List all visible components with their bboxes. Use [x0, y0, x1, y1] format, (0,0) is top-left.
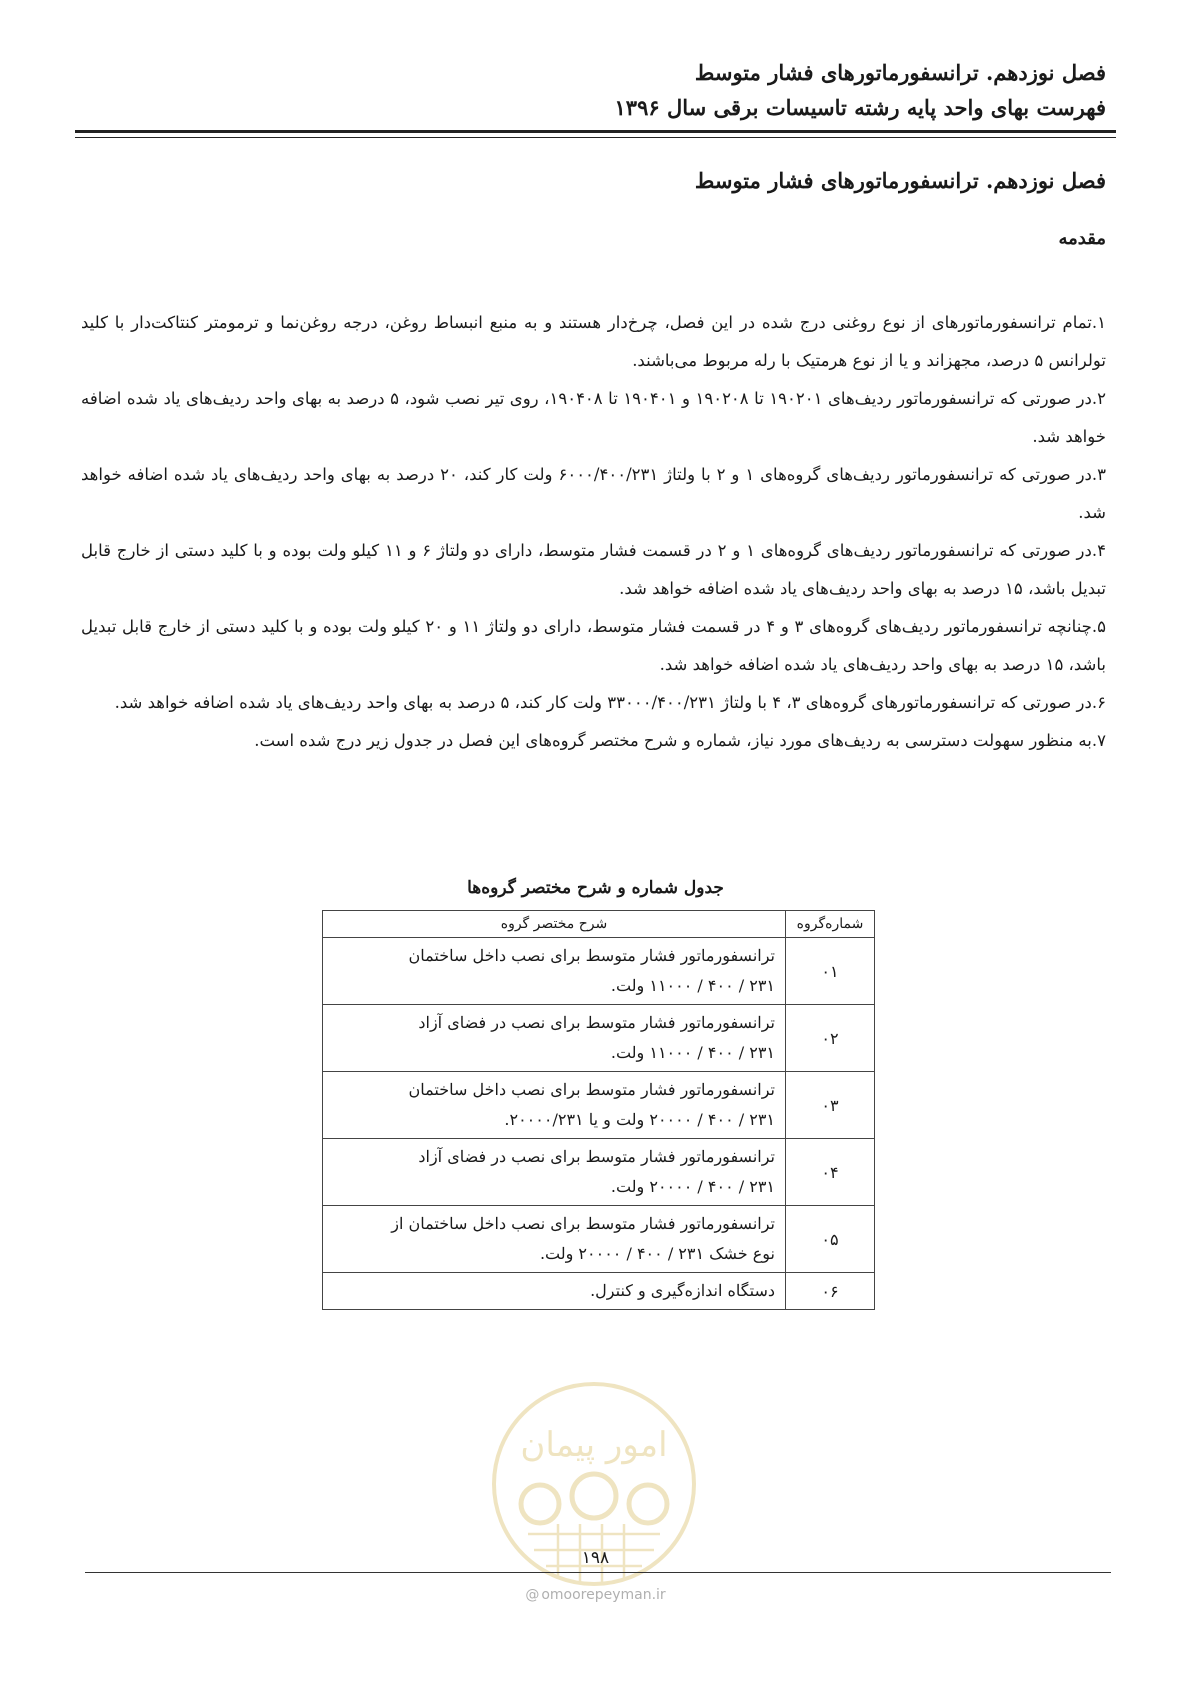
table-header-row — [323, 911, 875, 938]
website-footer — [0, 1587, 1191, 1603]
header-group-description: شرح مختصر گروه — [323, 911, 786, 938]
intro-paragraphs — [81, 304, 1106, 760]
running-header-title: فهرست بهای واحد پایه رشته تاسیسات برقی سال ۱۳۹۶ — [614, 95, 1106, 120]
table-row — [323, 1273, 875, 1310]
paragraph-5: ۵.چنانچه ترانسفورماتور ردیف‌های گروه‌های ۳ و ۴ در قسمت فشار متوسط، دارای دو ولتاژ ۱۱ و ۲۰ کیلو ولت بوده و با کلید دستی از خارج قابل تبدیل باشد، ۱۵ درصد به بهای واحد ردیف‌های یاد شده اضافه خواهد شد. — [81, 617, 1106, 674]
group-number: ۰۲ — [786, 1005, 875, 1072]
description-line: ۲۳۱ / ۴۰۰ / ۱۱۰۰۰ ولت. — [610, 976, 775, 995]
description-line: ترانسفورماتور فشار متوسط برای نصب در فضای آزاد — [418, 1147, 775, 1166]
header-group-number: شماره‌گروه — [786, 911, 875, 938]
page-number: ۱۹۸ — [581, 1548, 610, 1568]
description-line: ۲۳۱ / ۴۰۰ / ۱۱۰۰۰ ولت. — [610, 1043, 775, 1062]
group-number: ۰۶ — [786, 1273, 875, 1310]
group-number: ۰۱ — [786, 938, 875, 1005]
group-description — [323, 938, 786, 1005]
paragraph-2: ۲.در صورتی که ترانسفورماتور ردیف‌های ۱۹۰۲۰۱ تا ۱۹۰۲۰۸ و ۱۹۰۴۰۱ تا ۱۹۰۴۰۸، روی تیر نصب شود، ۵ درصد به بهای واحد ردیف‌های یاد شده اضافه خواهد شد. — [81, 389, 1107, 446]
group-description — [323, 1206, 786, 1273]
table-row — [323, 1005, 875, 1072]
description-line: دستگاه اندازه‌گیری و کنترل. — [590, 1281, 775, 1300]
table-row — [323, 938, 875, 1005]
footer-rule — [85, 1572, 1111, 1573]
paragraph-7: ۷.به منظور سهولت دسترسی به ردیف‌های مورد نیاز، شماره و شرح مختصر گروه‌های این فصل در جدول زیر درج شده است. — [254, 731, 1106, 750]
table-row — [323, 1206, 875, 1273]
chapter-title: فصل نوزدهم. ترانسفورماتورهای فشار متوسط — [694, 168, 1106, 193]
table-caption: جدول شماره و شرح مختصر گروه‌ها — [467, 878, 724, 898]
paragraph-3: ۳.در صورتی که ترانسفورماتور ردیف‌های گروه‌های ۱ و ۲ با ولتاژ ۶۰۰۰/۴۰۰/۲۳۱ ولت کار کند، ۲۰ درصد به بهای واحد ردیف‌های یاد شده اضافه خواهد شد. — [81, 465, 1107, 522]
paragraph-4: ۴.در صورتی که ترانسفورماتور ردیف‌های گروه‌های ۱ و ۲ در قسمت فشار متوسط، دارای دو ولتاژ ۶ و ۱۱ کیلو ولت بوده و با کلید دستی از خارج قابل تبدیل باشد، ۱۵ درصد به بهای واحد ردیف‌های یاد شده اضافه خواهد شد. — [81, 541, 1106, 598]
group-number: ۰۵ — [786, 1206, 875, 1273]
intro-heading: مقدمه — [1058, 228, 1106, 249]
description-line: نوع خشک ۲۳۱ / ۴۰۰ / ۲۰۰۰۰ ولت. — [539, 1244, 775, 1263]
group-number: ۰۳ — [786, 1072, 875, 1139]
description-line: ۲۳۱ / ۴۰۰ / ۲۰۰۰۰ ولت و یا ۲۰۰۰۰/۲۳۱. — [504, 1110, 775, 1129]
groups-table — [322, 910, 875, 1310]
table-row — [323, 1139, 875, 1206]
header-rule-thick — [75, 130, 1116, 133]
paragraph-6: ۶.در صورتی که ترانسفورماتورهای گروه‌های ۳، ۴ با ولتاژ ۳۳۰۰۰/۴۰۰/۲۳۱ ولت کار کند، ۵ درصد به بهای واحد ردیف‌های یاد شده اضافه خواهد شد. — [114, 693, 1106, 712]
description-line: ۲۳۱ / ۴۰۰ / ۲۰۰۰۰ ولت. — [610, 1177, 775, 1196]
description-line: ترانسفورماتور فشار متوسط برای نصب داخل ساختمان — [408, 946, 775, 965]
table-row — [323, 1072, 875, 1139]
group-description — [323, 1072, 786, 1139]
group-description — [323, 1139, 786, 1206]
description-line: ترانسفورماتور فشار متوسط برای نصب داخل ساختمان از — [391, 1214, 775, 1233]
description-line: ترانسفورماتور فشار متوسط برای نصب داخل ساختمان — [408, 1080, 775, 1099]
group-number: ۰۴ — [786, 1139, 875, 1206]
group-description — [323, 1273, 786, 1310]
at-icon: @ — [525, 1587, 540, 1603]
website-url: omoorepeyman.ir — [541, 1587, 666, 1603]
running-header-chapter: فصل نوزدهم. ترانسفورماتورهای فشار متوسط — [694, 60, 1106, 85]
watermark-text: امور پیمان — [520, 1425, 668, 1465]
header-rule-thin — [75, 137, 1116, 138]
description-line: ترانسفورماتور فشار متوسط برای نصب در فضای آزاد — [418, 1013, 775, 1032]
paragraph-1: ۱.تمام ترانسفورماتورهای از نوع روغنی درج شده در این فصل، چرخ‌دار هستند و به منبع انبساط روغن، درجه روغن‌نما و ترمومتر کنتاکت‌دار با کلید تولرانس ۵ درصد، مجهزاند و یا از نوع هرمتیک با رله مربوط می‌باشند. — [81, 313, 1106, 370]
group-description — [323, 1005, 786, 1072]
